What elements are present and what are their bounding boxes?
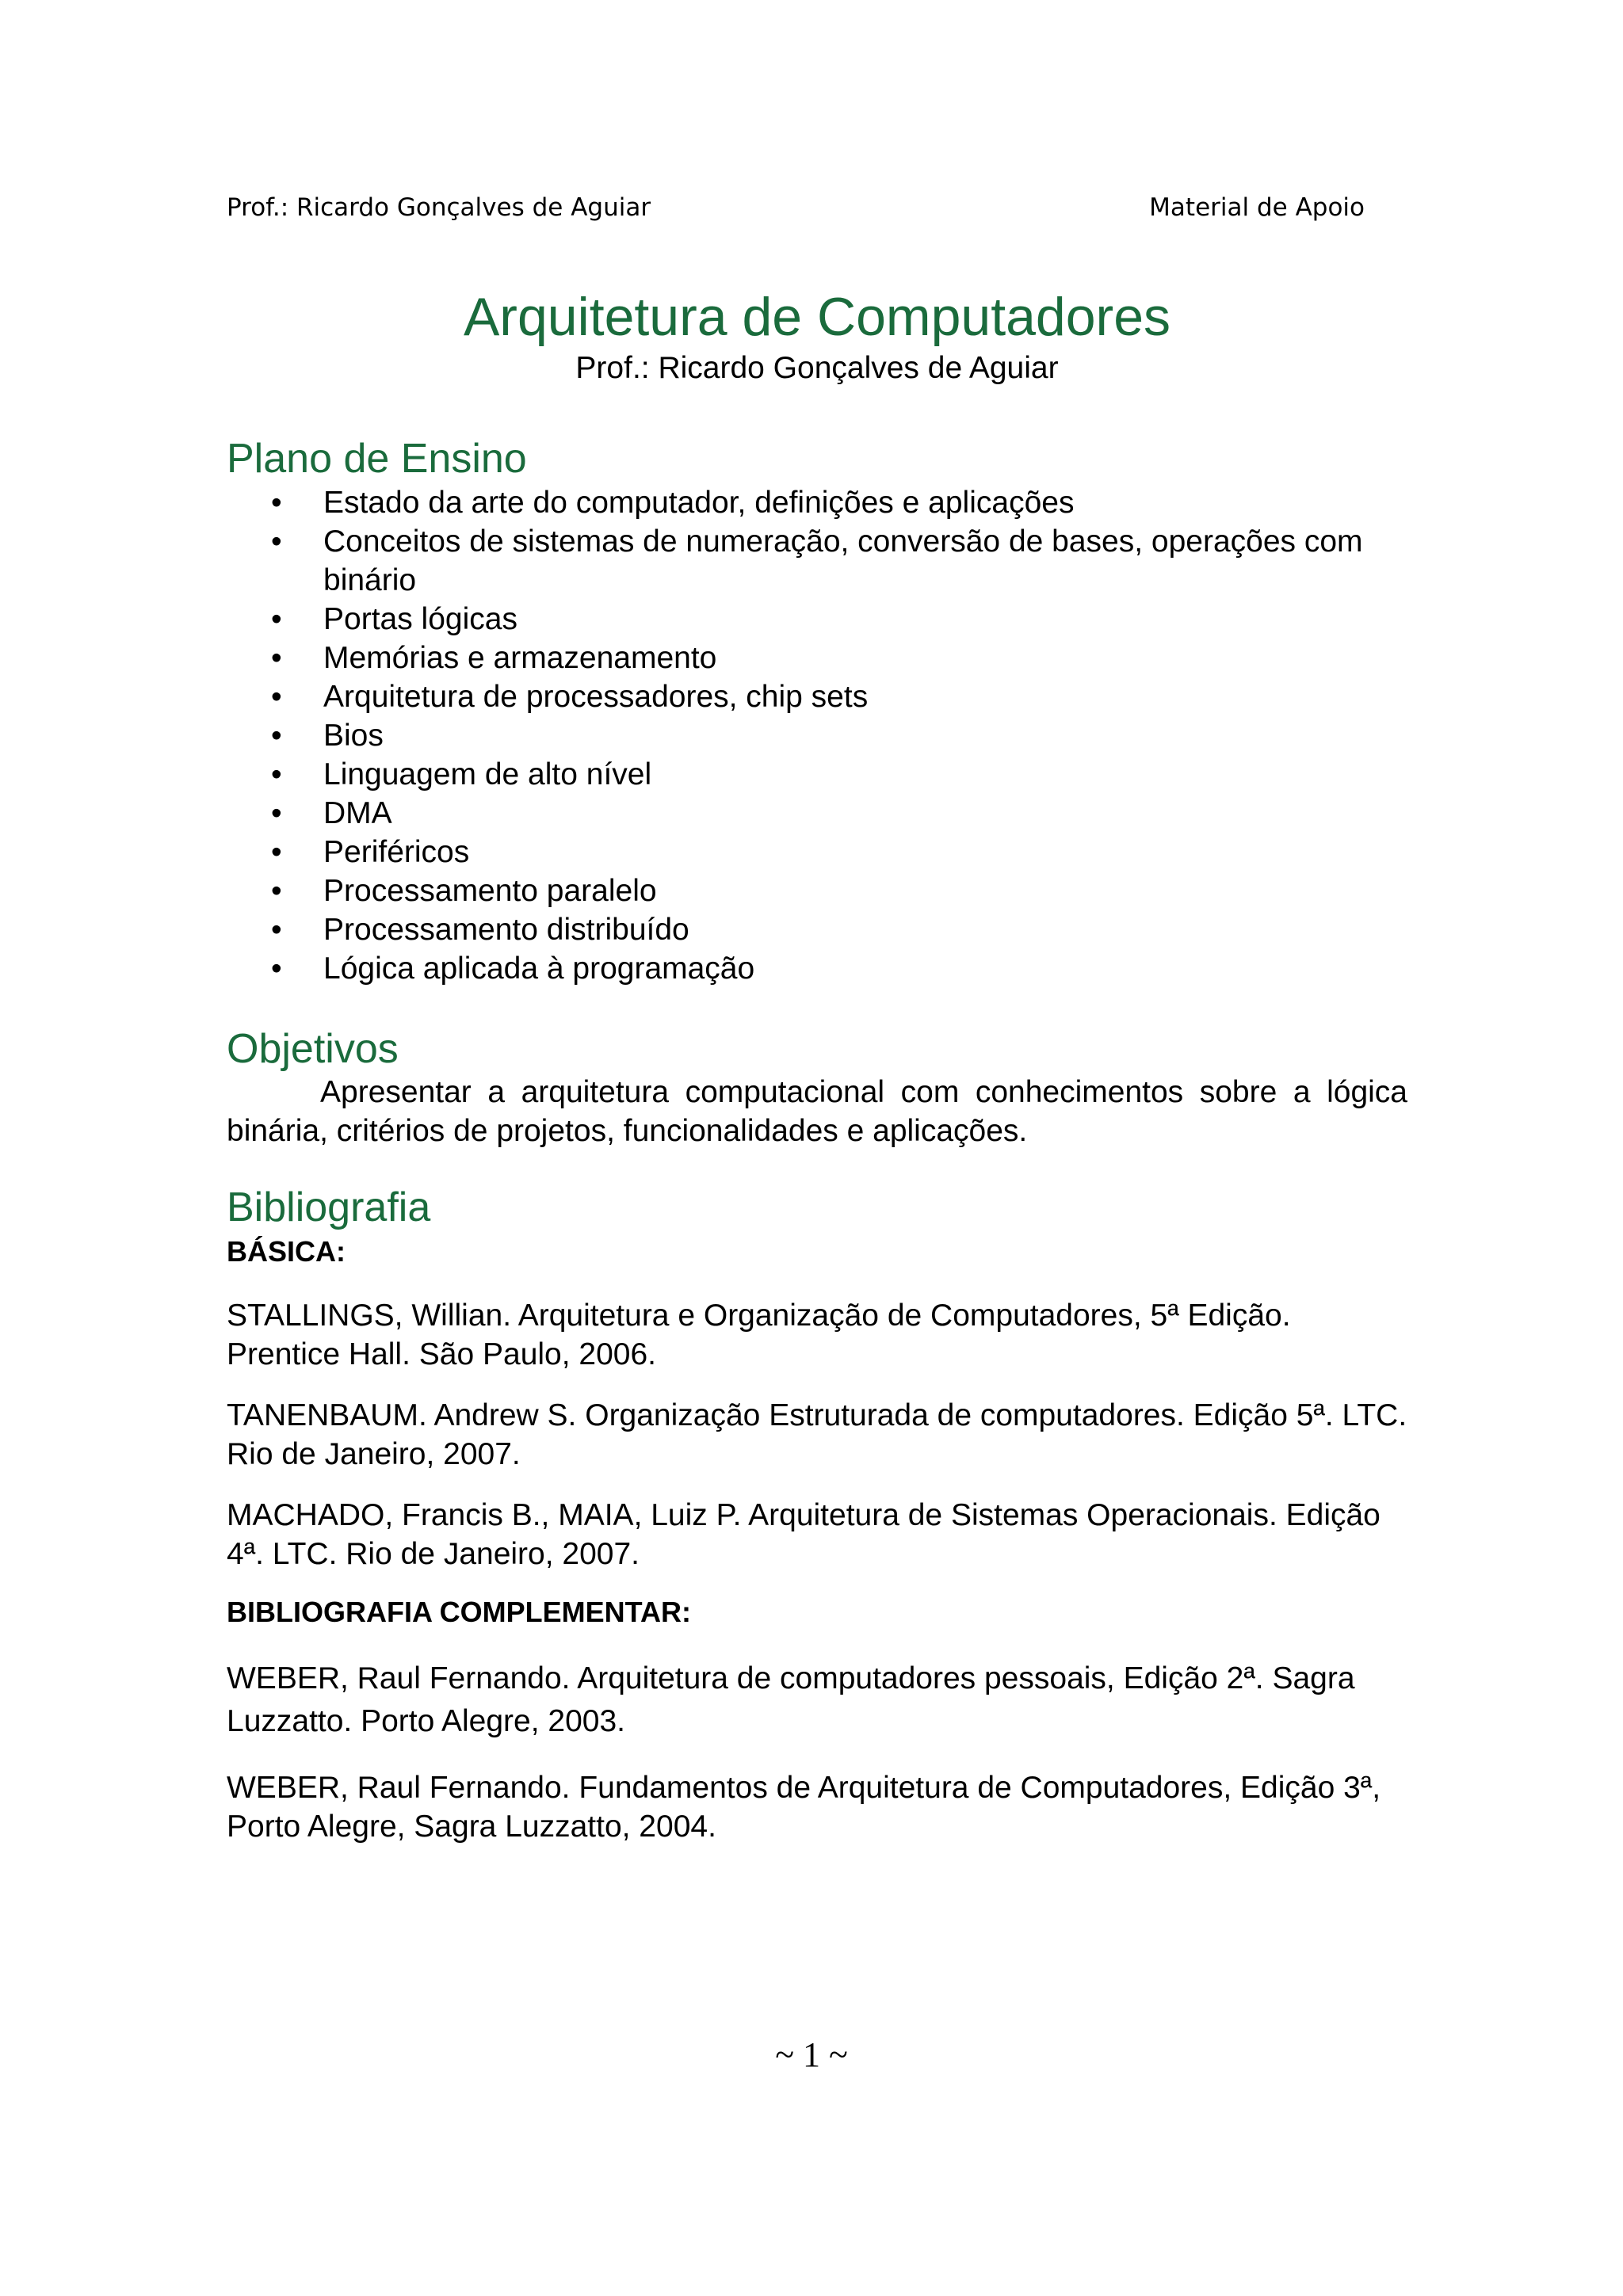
list-item: • DMA <box>227 794 1407 833</box>
basica-label: BÁSICA: <box>227 1235 346 1268</box>
heading-objetivos: Objetivos <box>227 1026 399 1072</box>
running-header <box>227 193 1365 222</box>
list-item: • Bios <box>227 716 1407 755</box>
document-title: Arquitetura de Computadores <box>463 287 1171 347</box>
header-author: Prof.: Ricardo Gonçalves de Aguiar <box>227 193 651 222</box>
list-item: • Memórias e armazenamento <box>227 639 1407 677</box>
document-subtitle: Prof.: Ricardo Gonçalves de Aguiar <box>575 351 1059 385</box>
reference-item: MACHADO, Francis B., MAIA, Luiz P. Arquitetura de Sistemas Operacionais. Edição 4ª. LTC. Rio de Janeiro, 2007. <box>227 1498 1381 1571</box>
reference-item: WEBER, Raul Fernando. Arquitetura de computadores pessoais, Edição 2ª. Sagra Luzzatto. Porto Alegre, 2003. <box>227 1661 1355 1738</box>
title-block <box>227 285 1407 388</box>
list-item: • Conceitos de sistemas de numeração, conversão de bases, operações com binário <box>227 522 1407 600</box>
topics-list <box>227 483 1407 988</box>
list-item: • Arquitetura de processadores, chip sets <box>227 677 1407 716</box>
list-item: • Linguagem de alto nível <box>227 755 1407 794</box>
reference-item: STALLINGS, Willian. Arquitetura e Organização de Computadores, 5ª Edição. Prentice Hall. São Paulo, 2006. <box>227 1299 1291 1371</box>
heading-plano-de-ensino: Plano de Ensino <box>227 436 527 482</box>
complementar-label: BIBLIOGRAFIA COMPLEMENTAR: <box>227 1596 691 1628</box>
list-item: • Periféricos <box>227 833 1407 871</box>
list-item: • Processamento distribuído <box>227 910 1407 949</box>
list-item: • Lógica aplicada à programação <box>227 949 1407 988</box>
heading-bibliografia: Bibliografia <box>227 1184 431 1230</box>
page-number: ~ 1 ~ <box>775 2035 848 2074</box>
objectives-text: Apresentar a arquitetura computacional com conhecimentos sobre a lógica binária, critérios de projetos, funcionalidades e aplicações. <box>227 1075 1407 1148</box>
list-item: • Portas lógicas <box>227 600 1407 639</box>
list-item: • Processamento paralelo <box>227 871 1407 910</box>
list-item: • Estado da arte do computador, definições e aplicações <box>227 483 1407 522</box>
header-material: Material de Apoio <box>1149 193 1365 222</box>
reference-item: TANENBAUM. Andrew S. Organização Estruturada de computadores. Edição 5ª. LTC. Rio de Janeiro, 2007. <box>227 1398 1407 1471</box>
reference-item: WEBER, Raul Fernando. Fundamentos de Arquitetura de Computadores, Edição 3ª, Porto Alegre, Sagra Luzzatto, 2004. <box>227 1771 1381 1844</box>
